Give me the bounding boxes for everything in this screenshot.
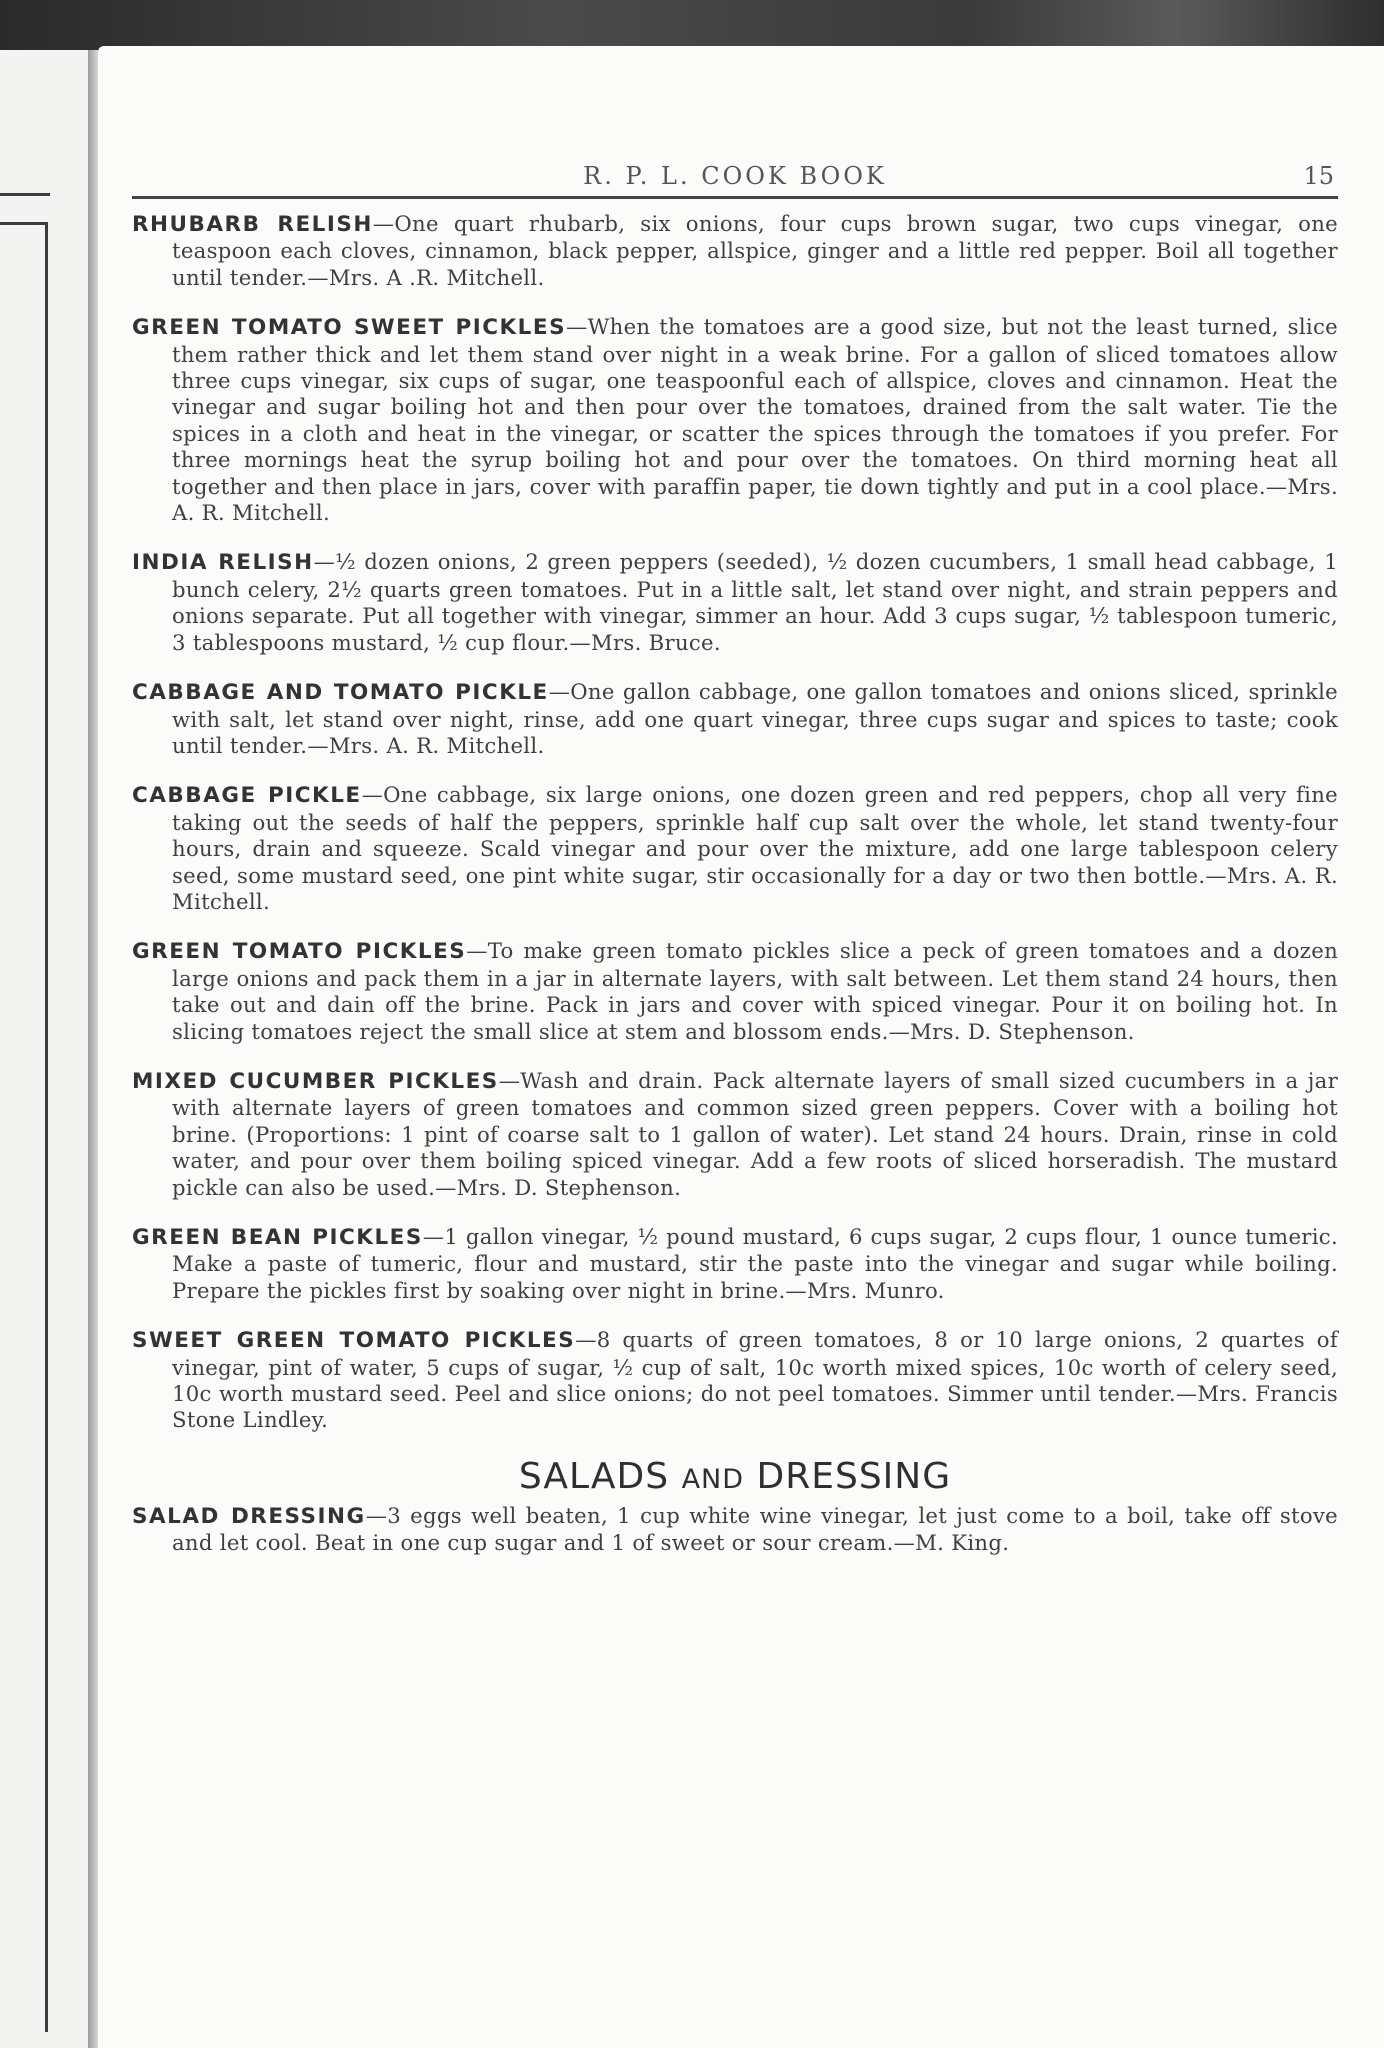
title-dash: —	[372, 211, 395, 236]
recipe-text: Wash and drain. Pack alternate layers of small sized cucumbers in a jar with alternate layers of green tomatoes and common sized green peppers. Cover with a boiling hot brine. (Proportions: 1 pint of coarse salt to 1 gallon of water). Let stand 24 hours. Drain, rinse in cold water, and pour over them boiling spiced vinegar. Add a few roots of sliced horseradish. The mustard pickle can also be used.—Mrs. D. Stephenson.	[172, 1067, 1339, 1200]
recipe-cabbage-and-tomato-pickle	[132, 679, 1338, 759]
facing-page-border	[45, 222, 48, 2032]
recipe-sweet-green-tomato-pickles	[132, 1327, 1338, 1434]
recipe-green-tomato-sweet-pickles	[132, 314, 1338, 526]
title-dash: —	[422, 1224, 445, 1249]
page-number: 15	[1303, 162, 1334, 190]
recipe-text: 3 eggs well beaten, 1 cup white wine vinegar, let just come to a boil, take off stove and let cool. Beat in one cup sugar and 1 of sweet or sour cream.—M. King.	[172, 1502, 1338, 1556]
book-gutter	[88, 50, 98, 2048]
recipe-text: One cabbage, six large onions, one dozen green and red peppers, chop all very fine taking out the seeds of half the peppers, sprinkle half cup salt over the whole, let stand twenty-four hours, drain and squeeze. Scald vinegar and pour over the mixture, add one large tablespoon celery seed, some mustard seed, one pint white sugar, stir occasionally for a day or two then bottle.—Mrs. A. R. Mitchell.	[172, 782, 1338, 914]
recipe-text: ½ dozen onions, 2 green peppers (seeded), ½ dozen cucumbers, 1 small head cabbage, 1 bunch celery, 2½ quarts green tomatoes. Put in a little salt, let stand over night, and strain peppers and onions separate. Put all together with vinegar, simmer an hour. Add 3 cups sugar, ½ tablespoon tumeric, 3 tablespoons mustard, ½ cup flour.—Mrs. Bruce.	[172, 549, 1338, 655]
recipe-cabbage-pickle	[132, 782, 1338, 915]
facing-page-rule	[0, 222, 48, 225]
title-dash: —	[365, 1502, 388, 1528]
title-dash: —	[548, 679, 571, 705]
title-dash: —	[575, 1327, 597, 1353]
recipe-text: One quart rhubarb, six onions, four cups brown sugar, two cups vinegar, one teaspoon each cloves, cinnamon, black pepper, allspice, ginger and a little red pepper. Boil all together until tender.—Mrs. A .R. Mitchell.	[172, 211, 1338, 290]
recipe-green-bean-pickles	[132, 1224, 1338, 1304]
title-dash: —	[498, 1067, 521, 1093]
recipe-text: To make green tomato pickles slice a peck of green tomatoes and a dozen large onions and pack them in a jar in alternate layers, with salt between. Let them stand 24 hours, then take out and dain off the brine. Pack in jars and cover with spiced vinegar. Pour it on boiling hot. In slicing tomatoes reject the small slice at stem and blossom ends.—Mrs. D. Stephenson.	[172, 938, 1339, 1044]
recipe-title: GREEN BEAN PICKLES	[132, 1225, 423, 1250]
recipe-rhubarb-relish	[132, 211, 1338, 291]
recipe-text: 1 gallon vinegar, ½ pound mustard, 6 cups sugar, 2 cups flour, 1 ounce tumeric. Make a paste of tumeric, flour and mustard, stir the paste into the vinegar and sugar while boiling. Prepare the pickles first by soaking over night in brine.—Mrs. Munro.	[172, 1224, 1338, 1303]
recipe-salad-dressing	[132, 1503, 1338, 1557]
recipe-title: CABBAGE PICKLE	[132, 783, 362, 809]
title-dash: —	[566, 314, 588, 340]
running-title: R. P. L. COOK BOOK	[583, 162, 887, 190]
recipe-green-tomato-pickles	[132, 938, 1338, 1045]
facing-page-edge	[0, 50, 92, 2048]
recipe-title: GREEN TOMATO PICKLES	[132, 939, 467, 965]
facing-page-rule	[0, 193, 50, 196]
recipe-text: 8 quarts of green tomatoes, 8 or 10 large onions, 2 quartes of vinegar, pint of water, 5 cups of sugar, ½ cup of salt, 10c worth mixed spices, 10c worth of celery seed, 10c worth mustard seed. Peel and slice onions; do not peel tomatoes. Simmer until tender.—Mrs. Francis Stone Lindley.	[172, 1327, 1338, 1433]
recipe-india-relish	[132, 549, 1338, 656]
running-head	[132, 158, 1338, 199]
recipe-title: CABBAGE AND TOMATO PICKLE	[132, 680, 549, 706]
recipe-title: SALAD DRESSING	[132, 1503, 366, 1529]
recipe-title: INDIA RELISH	[132, 550, 314, 576]
book-page	[98, 46, 1384, 2048]
section-heading-word: DRESSING	[756, 1455, 952, 1497]
title-dash: —	[313, 549, 336, 575]
recipe-title: SWEET GREEN TOMATO PICKLES	[132, 1328, 576, 1354]
recipe-text: When the tomatoes are a good size, but not the least turned, slice them rather thick and let them stand over night in a weak brine. For a gallon of sliced tomatoes allow three cups vinegar, six cups of sugar, one teaspoonful each of allspice, cloves and cinnamon. Heat the vinegar and sugar boiling hot and then pour over the tomatoes, drained from the salt water. Tie the spices in a cloth and heat in the vinegar, or scatter the spices through the tomatoes if you prefer. For three mornings heat the syrup boiling hot and pour over the tomatoes. On third morning heat all together and then place in jars, cover with paraffin paper, tie down tightly and put in a cool place.—Mrs. A. R. Mitchell.	[172, 314, 1338, 526]
recipe-title: MIXED CUCUMBER PICKLES	[132, 1068, 499, 1094]
section-heading-word: AND	[681, 1463, 745, 1495]
page-content	[132, 158, 1338, 1578]
section-heading-word: SALADS	[518, 1455, 670, 1497]
title-dash: —	[466, 938, 488, 964]
recipe-text: One gallon cabbage, one gallon tomatoes and onions sliced, sprinkle with salt, let stand over night, rinse, add one quart vinegar, three cups sugar and spices to taste; cook until tender.—Mrs. A. R. Mitchell.	[172, 679, 1338, 758]
title-dash: —	[361, 782, 384, 808]
recipe-mixed-cucumber-pickles	[132, 1068, 1338, 1201]
recipe-title: GREEN TOMATO SWEET PICKLES	[132, 315, 567, 341]
recipe-title: RHUBARB RELISH	[132, 212, 373, 237]
section-heading	[132, 1456, 1338, 1497]
